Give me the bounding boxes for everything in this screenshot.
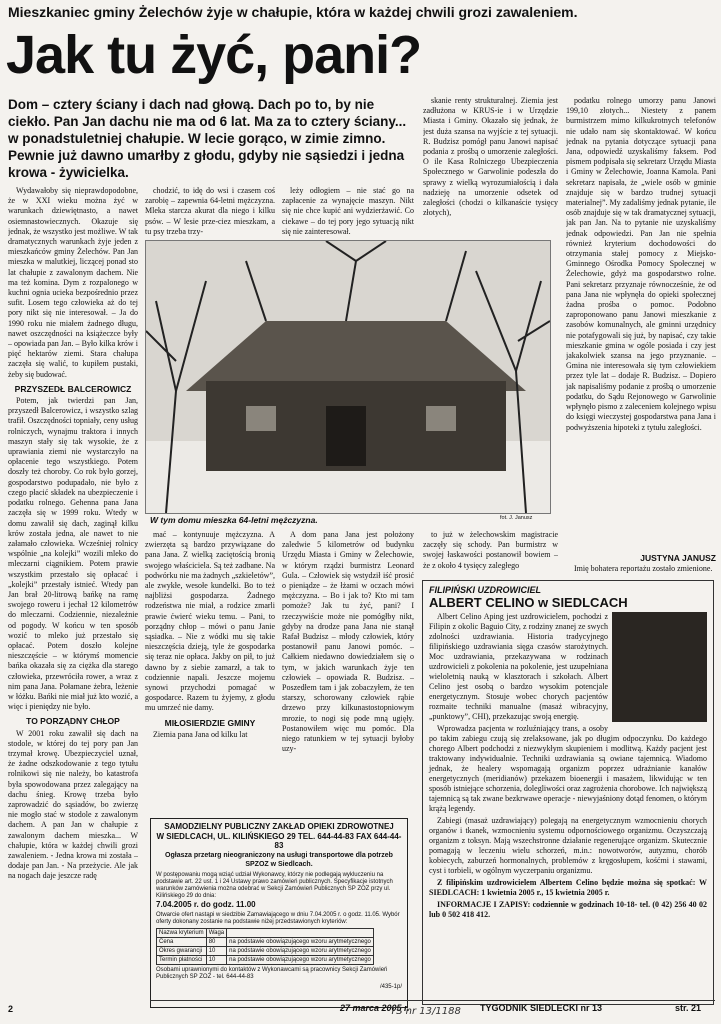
article-column-3-top: leży odłogiem – nie stać go na zapłacenie za wynajęcie maszyn. Nikt się nie chce kupić ani wydzierżawić. Co ciekawe – do tej pory jego sytuacją nikt się nie zainteresował. [282, 186, 414, 236]
article-column-2-bottom: mać – kontynuuje mężczyzna. A zwierzęta są bardzo przywiązane do pana Jana. Z wielką zaciętością bronią swojego właściciela. Są też zadbane. Na podwórku nie ma żadnych „szkieletów”, ale zwykłe, wesołe kundelki. Bo to też najbliżsi gospodarza. Żadnego rodzeństwa nie miał, a rodzice zmarli prawie ćwierć wieku temu. – Pani, to porządny chłop – mówi o panu Janie sąsiadka. – Nie z wódki mu się takie nieszczęścia dzieją, tyle że gospodarka się teraz nie opłaca. Jakby on pił, to już dawno by z siebie zamarzł, a tak to codziennie napali. Jeszcze mojemu synowi przychodzi pomagać w gospodarce. Razem tu żyjemy, z głodu mu umrzeć nie damy. MIŁOSIERDZIE GMINY Ziemia pana Jana od kilku lat [145, 530, 275, 739]
author-note: Imię bohatera reportażu zostało zmienione. [574, 564, 713, 573]
article-column-2-top: chodzić, to idę do wsi i czasem coś zarobię – zapewnia 64-letni mężczyzna. Mleka starcza akurat dla niego i kilku psów. – W lesie prze-ciez mieszkam, a tu psy trzeba trzy- [145, 186, 275, 236]
article-column-4-top: skanie renty strukturalnej. Ziemia jest zadłużona w KRUS-ie i w Urzędzie Miasta i Gminy. Okazało się jednak, że jest duża szansa na wyjście z tej sytuacji. R. Budzisz pomógł panu Janowi napisać podania z prośbą o umorzenie zaległości. O ile Kasa Rolniczego Ubezpieczenia Społecznego w Garwolinie podeszła do sprawy z wielką wyrozumiałością i dała nadzieję na umorzenie odsetek od zaległości (chodzi o kilkanaście tysięcy złotych), [423, 96, 558, 218]
lead: Dom – cztery ściany i dach nad głową. Dach po to, by nie ciekło. Pan Jan dachu nie ma od 6 lat. Ma za to cztery ściany... w ponadstuletniej chałupie. W lecie gorąco, w zimie zimno. Pewnie już dawno umarłby z głodu, gdyby nie sąsiedzi i jedna krowa - żywicielka. [8, 97, 407, 180]
handwritten-note: TS nr 13/1188 [390, 1006, 461, 1017]
healer-photo [612, 612, 707, 722]
article-column-4-bottom: to już w żelechowskim magistracie zaczęły się schody. Pan burmistrz w swojej łaskawości postanowił bowiem – że z około 4 tysięcy zaległego [423, 530, 558, 570]
kicker: Mieszkaniec gminy Żelechów żyje w chałupie, która w każdej chwili grozi zawaleniem. [8, 4, 578, 20]
tender-ad: SAMODZIELNY PUBLICZNY ZAKŁAD OPIEKI ZDROWOTNEJ W SIEDLCACH, UL. KILIŃSKIEGO 29 TEL. 644-44-83 FAX 644-44-83 Ogłasza przetarg nieograniczony na usługi transportowe dla potrzeb SPZOZ w Siedlcach. W postępowaniu mogą wziąć udział Wykonawcy, którzy nie podlegają wykluczeniu na podstawie art. 22 ust. 1 i 24 Ustawy prawo zamówień publicznych. Specyfikacje istotnych warunków zamówienia można odebrać w Sekcji Zamówień Publicznych SP ZOZ przy ul. Kilińskiego 29 do dnia: 7.04.2005 r. do godz. 11.00 Otwarcie ofert nastąpi w siedzibie Zamawiającego w dniu 7.04.2005 r. o godz. 11.05. Wybór oferty dokonany zostanie na podstawie niżej przedstawionych kryteriów: Nazwa kryterium Waga Cena 80 na podstawie obowiązującego wzoru arytmetycznego Okres gwarancji 10 na podstawie obowiązującego wzoru arytmetycznego Termin płatności 10 na podstawie obowiązującego wzoru arytmetycznego Osobami uprawnionymi do kontaktów z Wykonawcami są pracownicy Sekcji Zamówień Publicznych SP ZOZ - tel. 644-44-83 /435-1p/ [150, 818, 408, 1008]
subheading: TO PORZĄDNY CHŁOP [26, 716, 120, 727]
article-column-3-bottom: A dom pana Jana jest położony zaledwie 5 kilometrów od budynku Urzędu Miasta i Gminy w Żelechowie, w którym rządzi burmistrz Leonard Gula. – Człowiek się wstydził iść prosić o pieniądze – że łżami w oczach mówi mężczyzna. – Bo i jak to? Kto mi tam pomoże? Jak tu żyć, pani? I rzeczywiście może nie pomógłby nikt, gdyby na drodze pana Jana nie stanął Rafał Budzisz – młody człowiek, który postanowił panu Janowi pomóc. – Całkiem niedawno dowiedziałem się o tym, w jakich warunkach żyje ten człowiek – opowiada R. Budzisz. – Poszedłem tam i jak zobaczyłem, że ten starszy, schorowany człowiek rąbie drzewo przy kilkunastostopniowym mrozie, to nogi się pode mną ugięły. Postanowiłem więc mu pomóc. Dla niego ratunkiem w tej sytuacji byłoby uzy- [282, 530, 414, 754]
author: JUSTYNA JANUSZ [640, 553, 716, 563]
subheading: MIŁOSIERDZIE GMINY [164, 717, 256, 728]
photo-credit: fot. J. Janusz [500, 515, 533, 521]
house-photo [145, 240, 551, 514]
photo-caption: W tym domu mieszka 64-letni mężczyzna. [150, 515, 318, 525]
headline: Jak tu żyć, pani? [6, 25, 422, 85]
subheading: PRZYSZEDŁ BALCEROWICZ [14, 383, 132, 394]
celino-ad: FILIPIŃSKI UZDROWICIEL ALBERT CELINO w SIEDLCACH Albert Celino Aping jest uzdrowicielem, pochodzi z Filipin z okolic Baguio City, z rodziny znanej ze swych zdolności uzdrawiania. Historia tradycyjnego filipińskiego uzdrawiania sięga czasów starożytnych. Moc uzdrawiania, przekazywana w rodzinach uzdrowicieli z pokolenia na pokolenie, jest uzupełniana wieloletnią nauką w klasztorach i szkołach. Albert Celino jest osobą o bardzo wysokim potencjale energetycznym. Stosuje wobec chorych pacjentów rozmaite techniki manualne (masaż wibracyjny, „punktowy”, CHI), przekazując swoją energię. Wprowadza pacjenta w rozluźniający trans, a osoby po takim zabiegu czują się zrelaksowane, jak po długim odpoczynku. Do każdego chorego Albert podchodzi z niezwykłym skupieniem i modlitwą. Każdy pacjent jest traktowany indywidualnie. Techniki uzdrawiania są owiane tajemnicą. Wiadomo jednak, że healery wspomagają organizm poprzez udrażnianie kanałów energetycznych (meridianów) przekazem bioenergii i masażem, likwidując w ten sposób istniejące schorzenia, dolegliwości oraz zagrożenia chorobowe. Ich największą tajemnicą są tak zwane bezkrwawe operacje - niewyjaśniony dotąd fenomen, o którym krążą legendy. Zabiegi (masaż uzdrawiający) polegają na energetycznym wzmocnieniu chorych organów i tkanek, wzmocnieniu systemu odpornościowego organizmu. Oczyszczają organizm z toksyn. Mają wszechstronne działanie regenerujące organizm. Skutecznie pomagają w leczeniu wielu schorzeń, m.in.: nowotworów, autyzmu, chorób kobiecych, zaburzeń hormonalnych, problemów z kręgosłupem, kośćmi i stawami, cyst i torbieli, w ogólnym wyczerpaniu organizmu. Z filipińskim uzdrowicielem Albertem Celino będzie można się spotkać: W SIEDLCACH: 1 kwietnia 2005 r., 15 kwietnia 2005 r. INFORMACJE I ZAPISY: codziennie w godzinach 10-18- tel. (0 42) 256 40 02 lub 0 502 418 412. [422, 580, 714, 1005]
page-left-number: 2 [8, 1004, 14, 1014]
article-column-5: podatku rolnego umorzy panu Janowi 199,10 złotych... Niestety z panem burmistrzem mimo kilkukrotnych telefonów nie udało nam się skontaktować. W końcu jednak na pytania dotyczące sytuacji pana Jana, odpowiedź uzyskaliśmy faksem. Pod pismem podpisała się sekretarz Urzędu Miasta i Gminy w Żelechowie, Joanna Kamola. Pani sekretarz napisała, że „wiele osób w gminie znajduje się w bardzo trudnej sytuacji materialnej”. My zadaliśmy jednak pytanie, ile osób znajduje się w tak dramatycznej sytuacji, jak pan Jan. Na to pytanie nie uzyskaliśmy jednak odpowiedzi. Pan Jan nie spełnia również kryterium dochodowości do otrzymania stałej pomocy z Miejsko-Gminnego Ośrodka Pomocy Społecznej w Żelechowie, gdyż ma gospodarstwo rolne. Pani sekretarz przyznaje równocześnie, że od pana Jana nie wpłynęła do opieki społecznej żadna prośba o pomoc. Podobno zaproponowano panu Janowi mieszkanie z zasobów komunalnych, ale gminni urzędnicy nie potafygowali się już, by napisać, czy takie mieszkanie gmina w ogóle posiada i czy jest jakakolwiek szansa na jego przyznanie. – Gmina nie interesowała się tym człowiekiem przez tyle lat – dodaje R. Budzisz. – Dopiero jak napisaliśmy podanie z prośbą o umorzenie podatku, do Sądu Rejonowego w Garwolinie wpłynęło pismo z zaleceniem kolejnego wpisu do księgi wieczystej gospodarstwa pana Jana i podwyższenia hipoteki z tytułu zaległości. [566, 96, 716, 432]
footer: 27 marca 2005 r. TYGODNIK SIEDLECKI nr 13 str. 21 [150, 1000, 715, 1001]
article-column-1: Wydawałoby się nieprawdopodobne, że w XXI wieku można żyć w warunkach dziewiętnasto, a nawet osiemnastowiecznych. Okazuje się jednak, że wszystko jest możliwe. W tak dramatycznych warunkach żyje jeden z mieszkańców gminy Żelechów. Pan Jan mieszka w malutkiej, liczącej ponad sto lat chałupie z zawalonym dachem. Nie ma też komina. Dym z rozpalonego w kuchni ognia ucieka bezpośrednio przez sufit. Losem tego człowieka aż do tej pory nikt się nie interesował. – Ja do 1990 roku nie miałem żadnego długu, nawet oszczędności na książeczce były – opowiada pan Jan. – Było kilka krów i pięć hektarów ziemi. Stara chałupa zaczęła się walić, to kupiłem pustaki, żeby się budować. PRZYSZEDŁ BALCEROWICZ Potem, jak twierdzi pan Jan, przyszedł Balcerowicz, i wszystko szlag trafił. Oszczędności topniały, ceny usług rolniczych, wynajmu traktora i innych maszyn stały się tak wysokie, że z uprawiania ziemi nie wystarczyło na opłacenie tego wszystkiego. Potem doszły też choroby. Co rok było gorzej, gospodarstwo podupadało, nie było z czego płacić składek na ubezpieczenie i podatku rolnego. Gehenna pana Jana zaczęła się w 1999 roku. Wtedy w domu zawalił się dach, zaginął kilku krów została jedna, ale nawet to nie załamało człowieka. Wcześniej rolnicy wspólnie „na kolejki” wozili mleko do mleczarni ciągnikiem. Potem prawie wszystkim przestało się opłacać i „kolejki” przestały istnieć. Wtedy pan Jan brał 20-litrową bańkę na ramę swojego roweru i jechał 12 kilometrów do mleczarni. Codziennie, niezależnie od pogody. W końcu w ten sposób wozić to mleko już przestało się opłacać. Potem doszło kolejne nieszczęście – w którymś momencie bańka okazała się za ciężka dla starego człowieka, przewróciła rower, a wraz z nim pana Jana. Połamane żebra, leżenie w łóżku. Bańki nie miał już kto wozić, a więc i pieniędzy nie było. TO PORZĄDNY CHŁOP W 2001 roku zawalił się dach na stodole, w której do tej pory pan Jan trzymał krowę. Ubezpieczyciel uznał, że żadne odszkodowanie z tego tytułu rolnikowi się nie należy, bo katastrofa była spowodowana przez zalegający na dachu śnieg. Krowę trzeba było zaprowadzić do sąsiadów, bo zwierzę nie mogło stać w stodole z zawalonym dachem. A pan Jan w chałupie z zawalonym dachem mieszka... W chałupie, która w każdej chwili grozi zawaleniem. - Jedna krowa mi została – dodaje pan Jan. - Na przeżycie. Ale jak na nogach daje jeszcze radę [8, 186, 138, 881]
criteria-table: Nazwa kryterium Waga Cena 80 na podstawie obowiązującego wzoru arytmetycznego Okres gwarancji 10 na podstawie obowiązującego wzoru arytmetycznego Termin płatności 10 na podstawie obowiązującego wzoru arytmetycznego [156, 928, 374, 965]
